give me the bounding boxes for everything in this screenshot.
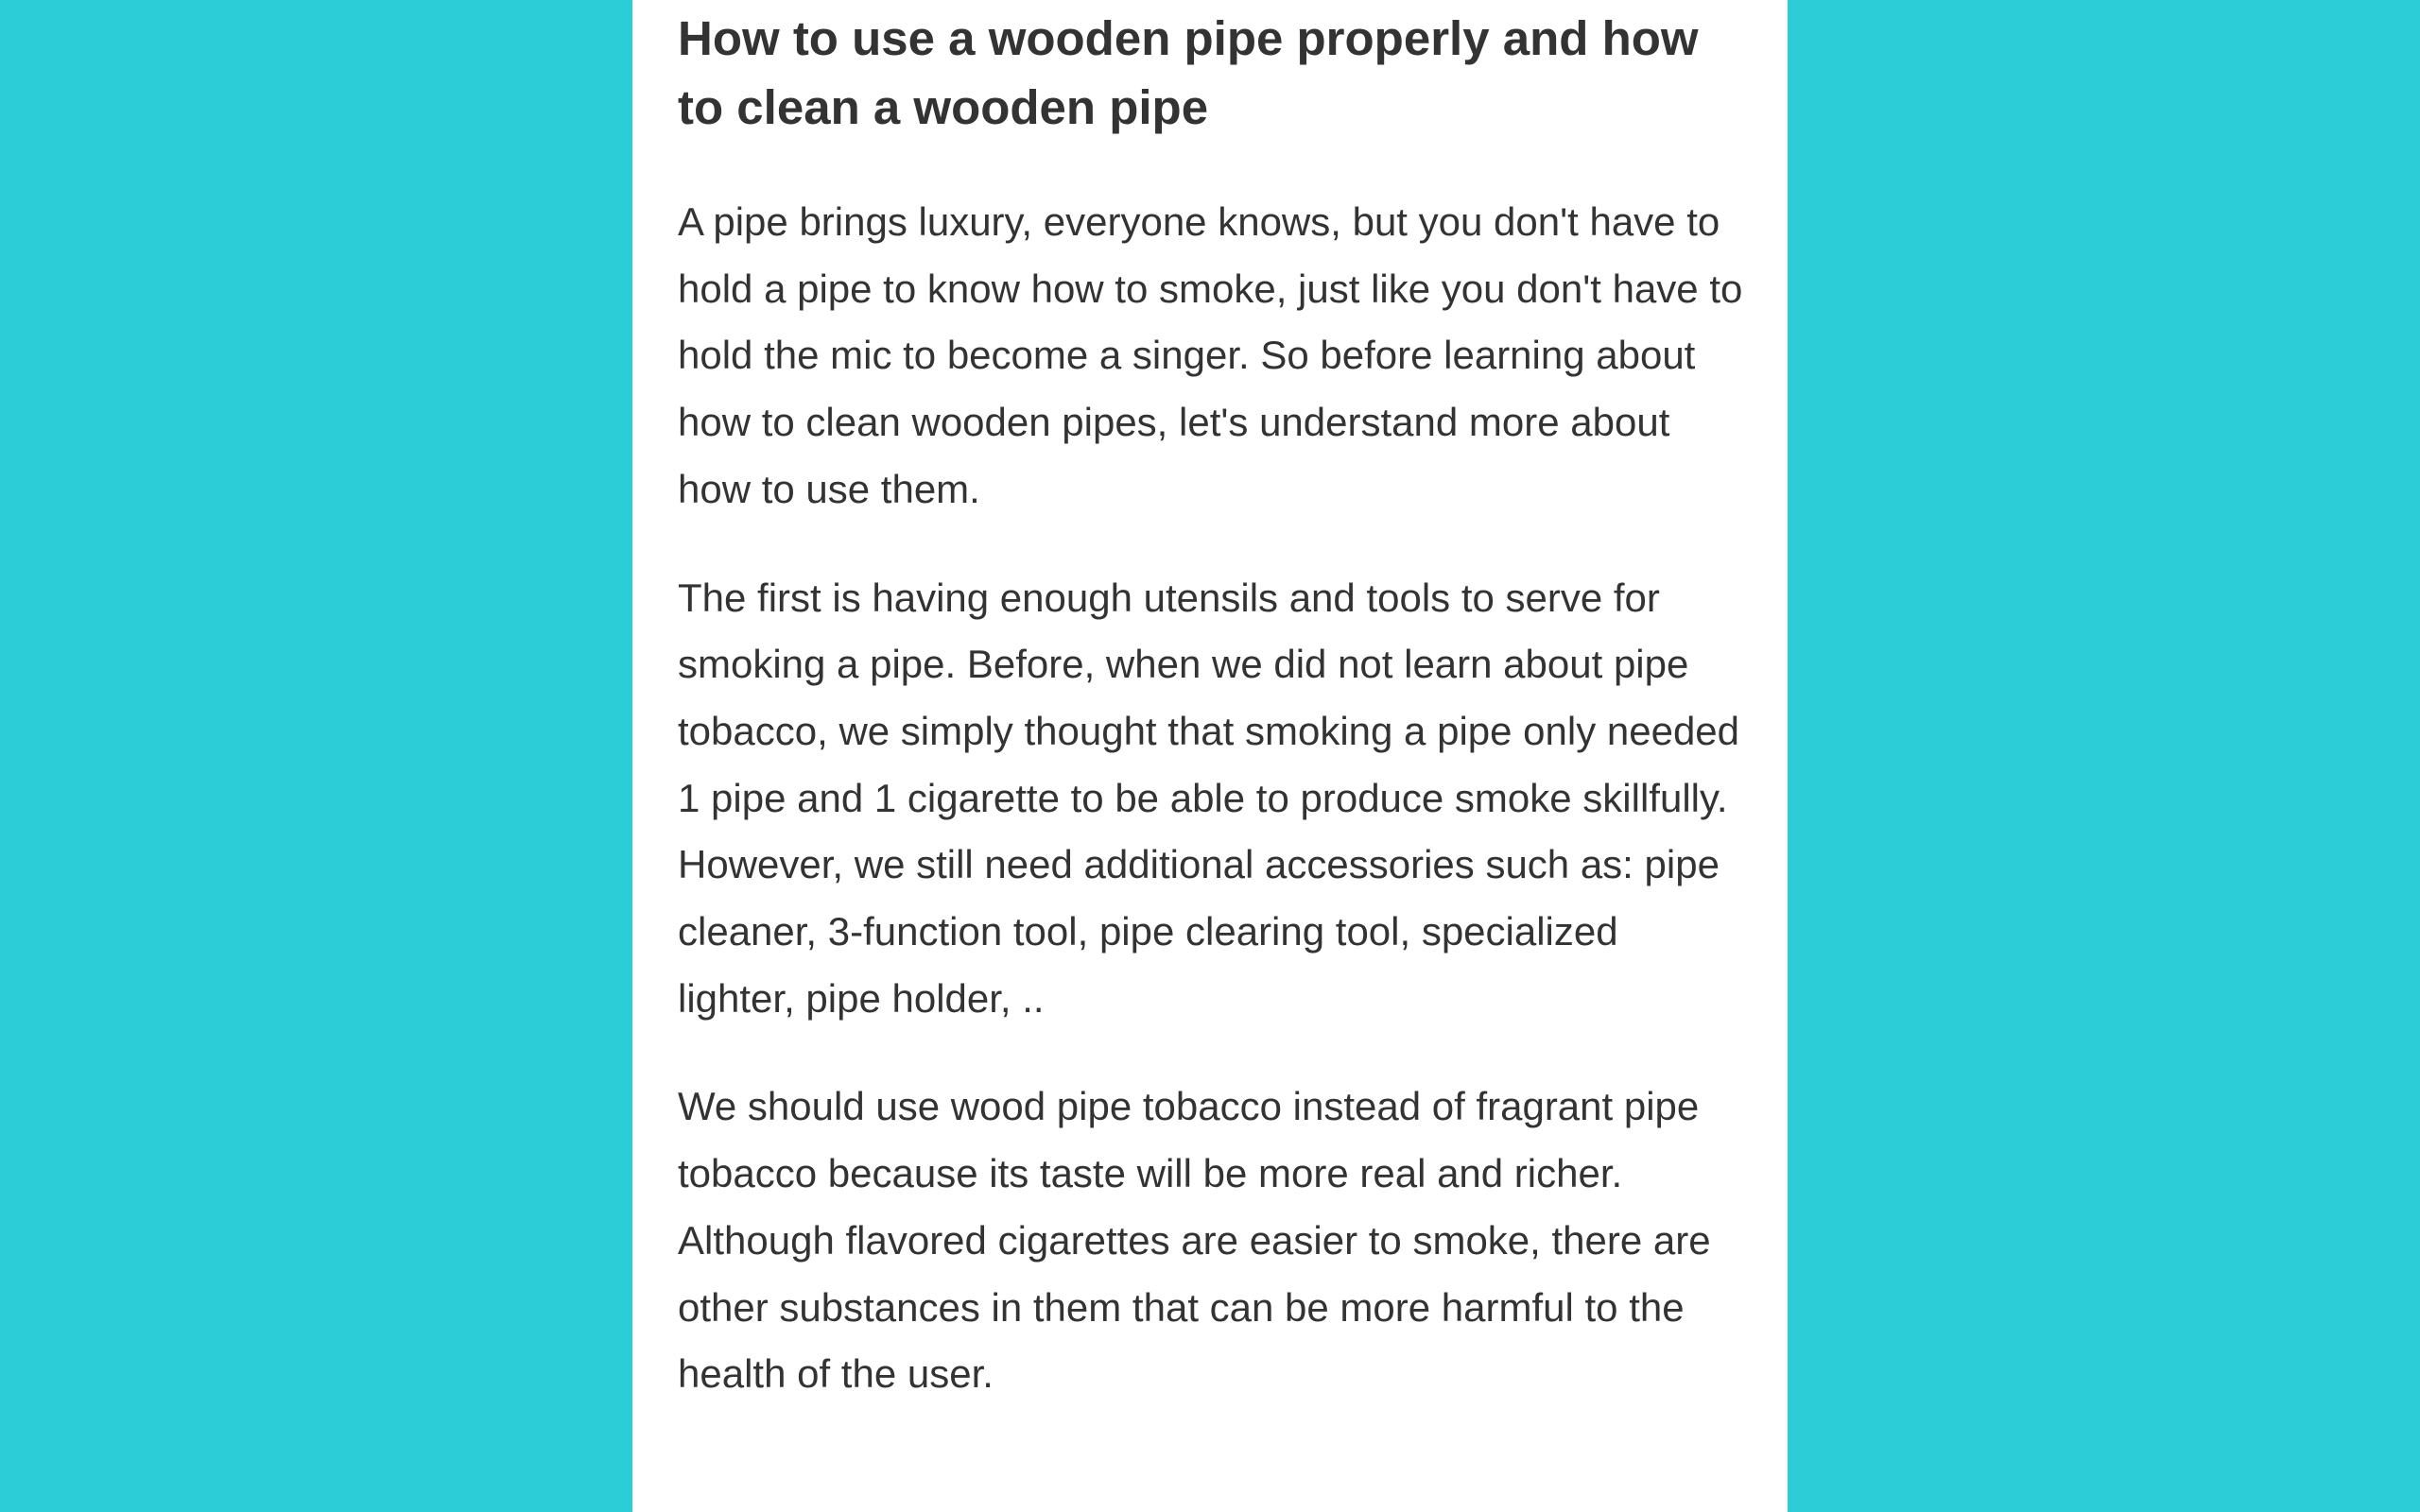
article-paragraph-3: We should use wood pipe tobacco instead of fragrant pipe tobacco because its taste will be more real and richer. Although flavored cigarettes are easier to smoke, there are other substances in them that can be more harmful to the health of the user.	[678, 1084, 1711, 1397]
article-paragraph-2: The first is having enough utensils and tools to serve for smoking a pipe. Before, when we did not learn about pipe tobacco, we simply thought that smoking a pipe only needed 1 pipe and 1 cigarette to be able to produce smoke skillfully. However, we still need additional accessories such as: pipe cleaner, 3-function tool, pipe clearing tool, specialized lighter, pipe holder, ..	[678, 575, 1740, 1021]
article-paragraph-1: A pipe brings luxury, everyone knows, but you don't have to hold a pipe to know how to smoke, just like you don't have to hold the mic to become a singer. So before learning about how to clean wooden pipes, let's understand more about how to use them.	[678, 199, 1743, 511]
article-title: How to use a wooden pipe properly and how to clean a wooden pipe	[678, 11, 1699, 134]
article-content	[632, 0, 1788, 1512]
